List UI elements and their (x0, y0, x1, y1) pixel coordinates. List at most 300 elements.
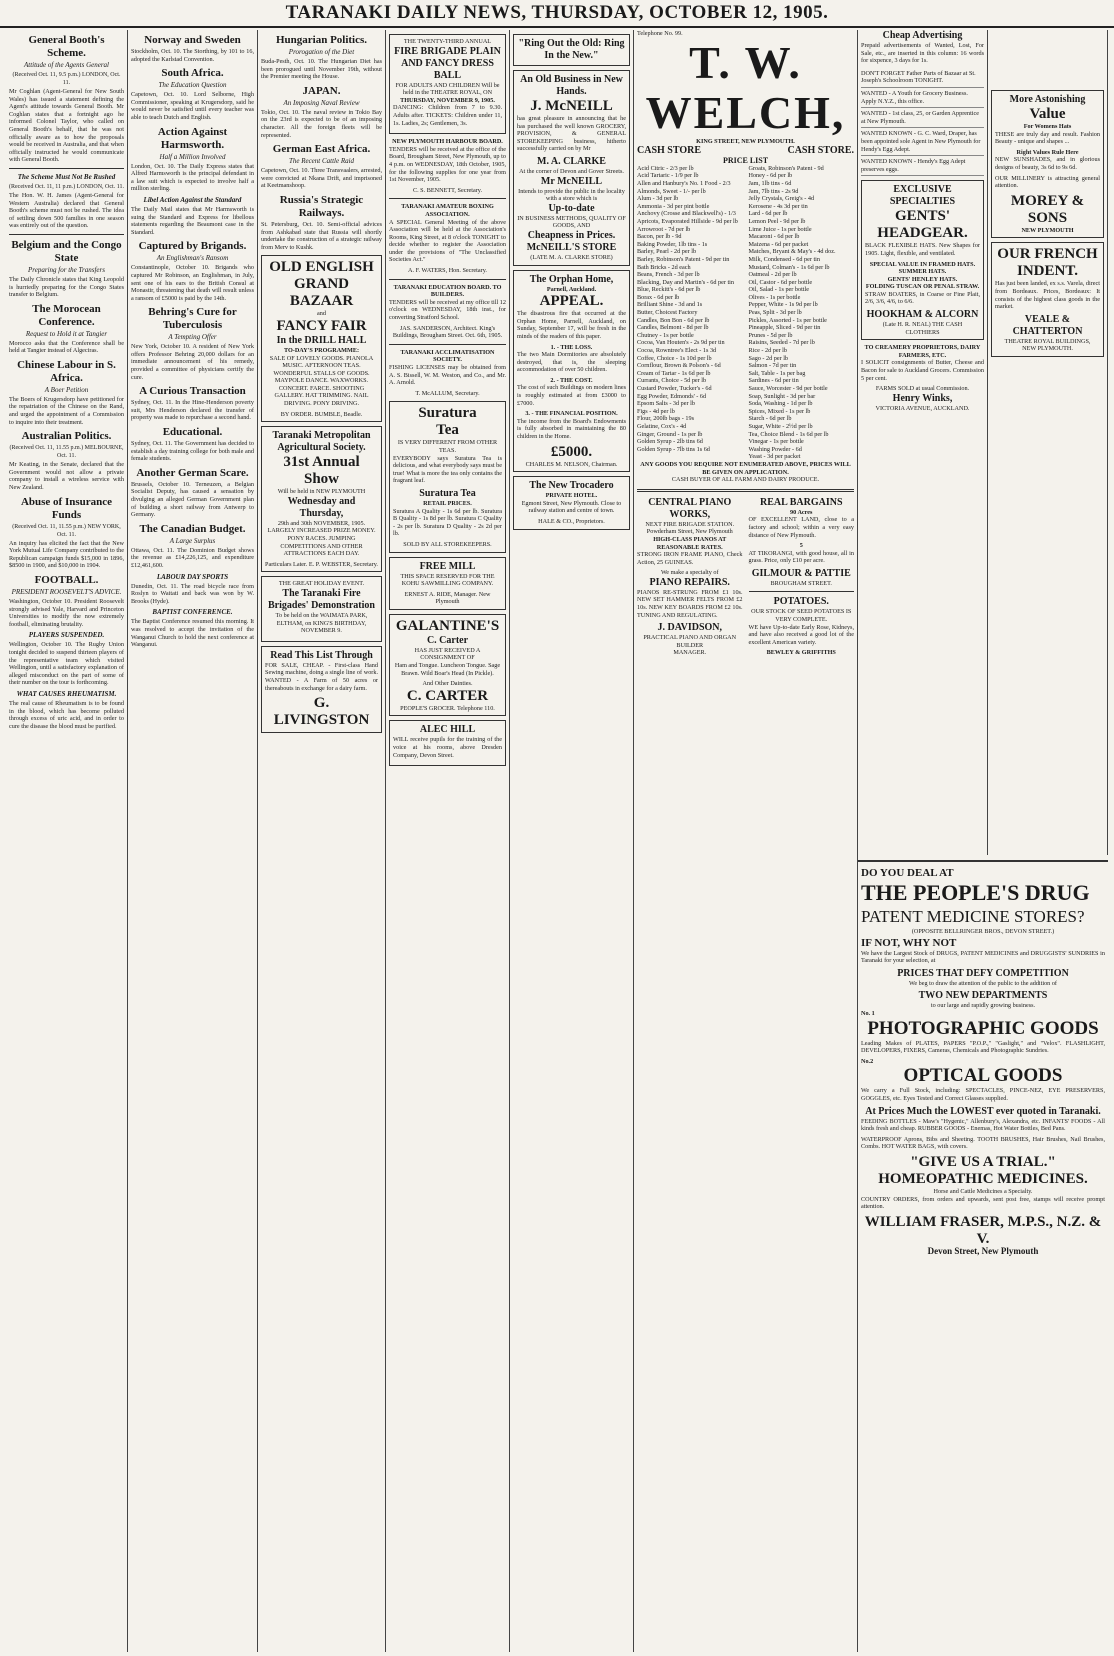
ad-title: C. CARTER (406, 687, 489, 704)
price-list-item: Sugar, White - 2½d per lb (748, 422, 813, 430)
subhead: The Scheme Must Not Be Rushed (17, 172, 116, 181)
free-mill-ad (389, 557, 506, 610)
ad-title: APPEAL. (539, 293, 604, 310)
ad-title: 31st Annual Show (283, 454, 360, 488)
ad-title: Cheapness in Prices. (527, 229, 616, 241)
ad-subtitle: 3. - THE FINANCIAL POSITION. (525, 410, 618, 418)
notice-body: A SPECIAL General Meeting of the above Association will be held at the Association's Rooms, King Street, at 8 o'clock TONIGHT to decide whether to register the Association under the provisions of "The Unclassified Societies Act." (389, 218, 506, 264)
cash-store-label: CASH STORE. (787, 145, 854, 157)
drug-title: THE PEOPLE'S DRUG (861, 880, 1090, 905)
ad-text: Right Values Rule Here (1016, 148, 1079, 156)
price-list-item: Washing Powder - 6d (748, 445, 802, 453)
trocadero-ad (513, 476, 630, 529)
drug-body: We carry a Full Stock, including: SPECTACLES, PINCE-NEZ, EYE PRESERVERS, GOGGLES, etc. Eyes Tested and Correct Glasses supplied. (861, 1087, 1105, 1102)
article-body: Ottawa, Oct. 11. The Dominion Budget shows the revenue as £14,226,125, and expenditure £12,461,600. (131, 546, 254, 569)
ad-subtitle: Wednesday and Thursday, (287, 495, 356, 519)
price-list-item: Tea, Choice Blend - 1s 6d per lb (748, 430, 829, 438)
ad-body: OF EXCELLENT LAND, close to a factory and school; within a very easy distance of New Plymouth. (748, 516, 854, 539)
price-list-item: Currants, Choice - 5d per lb (637, 377, 707, 385)
notice-signature: JAS. SANDERSON, Architect. King's Buildings, Brougham Street. Oct. 6th, 1905. (392, 324, 503, 340)
veale-chatterton-ad (991, 242, 1104, 357)
subhead: Prorogation of the Diet (288, 48, 355, 56)
ad-body: Has just been landed, ex s.s. Varela, direct from Bordeaux. Prices, Bordeaux: It consists of the highest class goods in the market. (995, 280, 1100, 311)
price-list-item: Salmon - 7d per tin (748, 362, 797, 370)
price-list-item: Chutney - 1s per bottle (637, 331, 694, 339)
dateline: (Received Oct. 11, 11.55 p.m.) NEW YORK, Oct. 11. (12, 523, 121, 538)
ad-body: THIS SPACE RESERVED FOR THE KOHU SAWMILLING COMPANY. (400, 572, 495, 588)
ad-title: An Old Business in New Hands. (520, 74, 623, 97)
dateline: (Received Oct. 11, 11 p.m.) LONDON, Oct. 11. (9, 183, 124, 190)
drug-departments: TWO NEW DEPARTMENTS (918, 990, 1048, 1002)
price-list-item: Flour, 200lb bags - 19s (637, 415, 694, 423)
ad-title: PIANO REPAIRS. (649, 576, 730, 588)
price-list-item: Coffee, Choice - 1s 10d per lb (637, 354, 712, 362)
column-news-3 (258, 30, 386, 1652)
classified-list (861, 68, 984, 177)
price-list-item: Rice - 2d per lb (748, 347, 787, 355)
price-list-left (637, 165, 743, 461)
dateline: (Received Oct. 11, 9.5 p.m.) LONDON, Oct. 11. (12, 72, 121, 86)
headline: Russia's Strategic Railways. (279, 193, 364, 219)
ad-body: OUR MILLINERY is attracting general attention. (995, 174, 1100, 190)
headline: FOOTBALL. (34, 574, 99, 586)
ad-text: THE GREAT HOLIDAY EVENT. (278, 580, 365, 588)
price-list-item: Sardines - 6d per tin (748, 377, 799, 385)
ad-body: Suratura A Quality - 1s 6d per lb. Suratura B Quality - 1s 8d per lb. Suratura C Quality - 2s per lb. Suratura D Quality - 2s 2d per lb. (393, 507, 502, 538)
ad-subtitle: In the DRILL HALL (276, 334, 367, 346)
ad-title: Taranaki Metropolitan Agricultural Society. (272, 430, 371, 454)
price-list-item: Jam, 7lb tins - 2s 9d (748, 187, 799, 195)
ad-body: WILL receive pupils for the training of the voice at his rooms, above Dresden Company, Devon Street. (393, 736, 502, 759)
ad-text: OUR STOCK OF SEED POTATOES IS VERY COMPLETE. (751, 608, 852, 624)
article-body: Constantinople, October 10. Brigands who captured Mr Robinson, an Englishman, in July, sent one of his ears to the British Consul at Monastir, threatening that death will result unless a ransom of £5000 is paid by the 14th. (131, 264, 254, 302)
ad-text: TO-DAY'S PROGRAMME: (283, 346, 360, 354)
ad-title: The Taranaki Fire Brigades' Demonstration (268, 588, 375, 611)
subhead: Preparing for the Transfers (28, 265, 105, 274)
ad-title: REAL BARGAINS (759, 496, 843, 508)
ad-body: AT TIKORANGI, with good house, all in grass. Price, only £10 per acre. (748, 549, 854, 565)
price-list-item: Pickles, Assorted - 1s per bottle (748, 316, 827, 324)
ad-title: Up-to-date (548, 202, 595, 214)
article-body: The Daily Chronicle states that King Leopold is hurriedly preparing for the Congo States transfer to Belgium. (9, 275, 124, 299)
price-list-item: Cocoa, Rowntree's Elect - 1s 3d (637, 347, 717, 355)
notice-text: FARMS SOLD at usual Commission. (875, 385, 970, 393)
column-ads-1 (386, 30, 510, 1652)
article-body: The Baptist Conference resumed this morning. It was resolved to accept the invitation of the Wanganui Church to hold the next conference at Wanganui. (131, 618, 254, 649)
price-list-item: Matches, Bryant & May's - 4d doz. (748, 248, 836, 256)
article-body: The real cause of Rheumatism is to be found in the blood, which has become polluted through excess of uric acid, and in order to cure the disease the blood must be purified. (9, 699, 124, 730)
ad-body: LARGELY INCREASED PRIZE MONEY. PONY RACES. JUMPING COMPETITIONS AND OTHER ATTRACTIONS EACH DAY. (267, 527, 376, 558)
price-note: ANY GOODS YOU REQUIRE NOT ENUMERATED ABOVE, PRICES WILL BE GIVEN ON APPLICATION. (640, 460, 851, 476)
price-list-item: Brilliant Shine - 3d and 1s (637, 301, 703, 309)
headline: JAPAN. (302, 84, 341, 97)
drug-address-2: Devon Street, New Plymouth (927, 1245, 1039, 1256)
ad-text: NEW PLYMOUTH (1021, 226, 1074, 234)
subhead: PRESIDENT ROOSEVELT'S ADVICE. (11, 588, 122, 596)
ad-text: HAS JUST RECEIVED A CONSIGNMENT OF (414, 646, 481, 662)
price-list-item: Gelatine, Cox's - 4d (637, 422, 687, 430)
ad-body: Egmont Street, New Plymouth. Close to railway station and centre of town. (521, 499, 622, 515)
ad-title: "Ring Out the Old: Ring In the New." (518, 38, 625, 61)
ad-amount: £5000. (550, 443, 593, 460)
cheap-ads-title: Cheap Advertising (882, 30, 963, 41)
ad-title: HOOKHAM & ALCORN (866, 309, 979, 321)
price-list-item: Apricots, Evaporated Hillside - 9d per lb (637, 217, 738, 225)
subhead: Request to Hold it at Tangier (25, 329, 108, 338)
ad-text: SUMMER HATS. (898, 268, 947, 276)
price-list-item: Lemon Peel - 9d per lb (748, 217, 806, 225)
price-list-item: Candles, Belmont - 8d per lb (637, 324, 709, 332)
ad-text: GENTS' HENLEY HATS. (887, 275, 958, 283)
article-body: Buda-Pesth, Oct. 10. The Hungarian Diet has been prorogued until November 19th, without the Premier meeting the House. (261, 58, 382, 81)
notice-body: TENDERS will be received at my office till 12 o'clock on WEDNESDAY, 18th inst., for converting Stratford School. (389, 298, 506, 322)
subhead: An Imposing Naval Review (283, 98, 360, 107)
ad-text: and (317, 310, 326, 318)
headline: Abuse of Insurance Funds (20, 495, 113, 521)
ad-title: FIRE BRIGADE PLAIN AND FANCY DRESS BALL (394, 45, 501, 81)
ad-title: Henry Winks, (892, 392, 953, 404)
ad-title: Suratura Tea (419, 487, 476, 499)
price-list-item: Sauce, Worcester - 9d per bottle (748, 385, 828, 392)
ad-signature: HALE & CO., Proprietors. (538, 518, 605, 525)
ad-title: Mr McNEILL (540, 175, 603, 187)
ad-body: NEW SUNSHADES, and in glorious designs of beauty, 3s 6d to 9s 6d. (995, 156, 1100, 171)
drug-prices: PRICES THAT DEFY COMPETITION (897, 967, 1069, 979)
notice-title: TARANAKI ACCLIMATISATION SOCIETY. (400, 348, 495, 364)
drug-body: to our large and rapidly growing business. (930, 1002, 1036, 1010)
ad-text: Will be held in NEW PLYMOUTH (277, 488, 366, 496)
column-ads-3 (858, 30, 988, 855)
subhead: The Education Question (158, 81, 227, 90)
ad-signature: BY ORDER. BUMBLE, Beadle. (280, 410, 363, 418)
ad-title: GENTS' HEADGEAR. (877, 208, 968, 242)
ad-title: GRAND BAZAAR (289, 276, 354, 310)
price-list-item: Ginger, Ground - 1s per lb (637, 430, 703, 438)
headline: The Canadian Budget. (139, 522, 246, 535)
headline: Educational. (162, 426, 223, 439)
ad-text: FOR ADULTS AND CHILDREN Will be held in the THEATRE ROYAL, ON (395, 81, 500, 97)
ad-body: FOR SALE, CHEAP. - First-class Hand Sewing machine, doing a single line of work. WANTED - A Farm of 50 acres or thereabouts in exchange for a dairy farm. (265, 661, 378, 692)
subhead: The Recent Cattle Raid (288, 157, 355, 166)
ad-title: VEALE & CHATTERTON (1012, 313, 1083, 337)
ad-text: PRIVATE HOTEL. (545, 492, 598, 500)
fire-brigades-ad (261, 576, 382, 641)
ad-text: Powderham Street, New Plymouth (646, 528, 733, 536)
fancy-dress-ball-ad (389, 34, 506, 134)
drug-body: Leading Makes of PLATES, PAPERS "P.O.P.," "Gaslight," and "Velox". FLASHLIGHT, DEVELOPERS, FIXERS, Cameras, Chemicals and Photographic Sundries. (861, 1039, 1105, 1055)
article-body: The Hon. W. H. James (Agent-General for Western Australia) declared that General Booth's scheme must not be rushed. The idea of settling down 500 families in one season was entirely out of the question. (9, 191, 124, 230)
ad-text: Parnell, Auckland. (546, 285, 597, 293)
article-body: Morocco asks that the Conference shall be held at Tangier instead of Algeciras. (9, 339, 124, 355)
ad-text: NEXT FIRE BRIGADE STATION. (645, 520, 735, 528)
price-note: CASH BUYER OF ALL FARM AND DAIRY PRODUCE. (671, 476, 820, 484)
ad-title: Value (1029, 106, 1066, 122)
price-list-title: PRICE LIST (722, 156, 769, 166)
price-list-item: Lime Juice - 1s per bottle (748, 225, 812, 233)
price-list-item: Milk, Condensed - 6d per tin (748, 255, 820, 263)
headline: Belgium and the Congo State (11, 238, 122, 264)
ad-body: EVERYBODY says Suratura Tea is delicious, and what everybody says must be true! What is more the tea only contains the fragrant leaf. (393, 454, 502, 485)
columns (6, 30, 1108, 1652)
drug-dept-title: OPTICAL GOODS (903, 1065, 1063, 1087)
drug-dept-number: No. 1 (861, 1009, 875, 1017)
price-list-item: Epsom Salts - 3d per lb (637, 400, 695, 408)
ad-title: Read This List Through (270, 649, 373, 661)
ad-text: VICTORIA AVENUE, AUCKLAND. (875, 404, 970, 412)
morey-sons-ad (991, 90, 1104, 238)
subhead: A Boer Petition (44, 385, 89, 394)
divider (9, 234, 124, 235)
ad-title: OLD ENGLISH (269, 259, 374, 276)
galantines-ad (389, 614, 506, 717)
headline: General Booth's Scheme. (28, 34, 105, 59)
price-list-item: Maizena - 6d per packet (748, 240, 809, 248)
price-list-item: Baking Powder, 1lb tins - 1s (637, 240, 708, 248)
notice-signature: C. S. BENNETT, Secretary. (412, 186, 483, 194)
ad-body: The disastrous fire that occurred at the Orphan Home, Parnell, Auckland, on Sunday, September 17, will be fresh in the minds of the readers of this paper. (517, 310, 626, 340)
subhead: An Englishman's Ransom (156, 254, 229, 263)
classified-ad: DON'T FORGET Father Parts of Bazaar at St. Joseph's Schoolroom TONIGHT. (861, 68, 984, 88)
price-list-item: Starch - 6d per lb (748, 415, 792, 423)
price-list-item: Soap, Sunlight - 3d per bar (748, 392, 816, 400)
ad-subtitle: 2. - THE COST. (550, 376, 593, 384)
telephone-number: Telephone No. 99. (637, 30, 683, 37)
price-list-item: Macaroni - 6d per lb (748, 233, 800, 241)
drug-body: WATERPROOF Aprons, Bibs and Sheeting. TOOTH BRUSHES, Hair Brushes, Nail Brushes, Combs. HOT WATER BAGS, with covers. (861, 1135, 1105, 1151)
article-body: New York, October 10. A resident of New York offers Professor Behring 20,000 dollars for an immediate announcement of his remedy, provided a committee of physicians certify the cure. (131, 343, 254, 381)
article-body: London, Oct. 10. The Daily Express states that Alfred Harmsworth is the principal defendant in a law suit which is expected to involve half a million sterling. (131, 162, 254, 193)
price-list-item: Bath Bricks - 2d each (637, 263, 691, 271)
divider (389, 198, 506, 199)
notice-title: TARANAKI EDUCATION BOARD. TO BUILDERS. (393, 283, 502, 299)
drug-cattle: Horse and Cattle Medicines a Specialty. (933, 1187, 1033, 1195)
ad-body: PIANOS RE-STRUNG FROM £1 10s. NEW SET HAMMER FELTS FROM £2 10s. NEW KEY BOARDS FROM £2 10s. TUNING AND REGULATING. (637, 588, 743, 619)
ad-title: CENTRAL PIANO WORKS, (648, 496, 732, 520)
ad-text: 5 (799, 542, 803, 550)
bazaar-ad (261, 255, 382, 422)
ad-title: The New Trocadero (529, 480, 614, 492)
price-list-item: Oatmeal - 2d per lb (748, 271, 797, 279)
column-welch (634, 30, 858, 1652)
notice-signature: A. F. WATERS, Hon. Secretary. (408, 267, 487, 275)
notice-title: TARANAKI AMATEUR BOXING ASSOCIATION. (401, 203, 494, 218)
ad-subtitle: 1. - THE LOSS. (550, 343, 593, 351)
article-body: Capetown, Oct. 10. Lord Selborne, High Commissioner, speaking at Krugersdorp, said he would never be satisfied until every teacher was able to teach Dutch and English. (131, 91, 254, 121)
headline: Action Against Harmsworth. (157, 125, 228, 151)
agricultural-show-ad (261, 426, 382, 572)
headline: The Morocean Conference. (32, 302, 101, 328)
ad-text: And Other Dainties. (422, 680, 473, 688)
ad-text: THURSDAY, NOVEMBER 9, 1905. (400, 96, 495, 104)
ad-body: STRAW BOATERS, in Coarse or Fine Plait, 2/6, 3/6, 4/6, to 6/6. (865, 290, 980, 306)
price-list-item: Yeast - 3d per packet (748, 453, 801, 461)
article-body: Sydney, Oct. 11. In the Hine-Henderson poverty suit, Mrs Henderson declared the transfer of property was made to repurchase a second hand. (131, 399, 254, 422)
ad-text: HIGH-CLASS PIANOS AT REASONABLE RATES. (653, 535, 727, 551)
headline: Behring's Cure for Tuberculosis (148, 306, 237, 332)
drug-question: IF NOT, WHY NOT (861, 936, 957, 949)
price-list-item: Almonds, Sweet - 1/- per lb (637, 187, 706, 195)
price-list-item: Sago - 2d per lb (748, 354, 789, 362)
drug-homeopathic: HOMEOPATHIC MEDICINES. (878, 1170, 1088, 1187)
ad-title: Tea (436, 422, 459, 439)
ad-title: POTATOES. (773, 596, 829, 608)
divider (749, 591, 855, 592)
price-list-item: Cream of Tartar - 1s 6d per lb (637, 369, 711, 377)
classified-ad: WANTED - 1st class, 25, or Garden Apprentice at New Plymouth. (861, 108, 984, 128)
ad-text: PRACTICAL PIANO AND ORGAN BUILDER (643, 634, 737, 649)
price-list-item: Butter, Choicest Factory (637, 309, 698, 317)
price-list-item: Bacon, per lb - 9d (637, 233, 682, 241)
piano-works-ad (637, 497, 743, 657)
headline: German East Africa. (272, 143, 371, 156)
ad-text: 29th and 30th NOVEMBER, 1905. (277, 519, 366, 527)
ad-title: OUR FRENCH INDENT. (997, 246, 1098, 280)
price-list-item: Barley, Robinson's Patent - 9d per tin (637, 255, 730, 263)
ad-text: PEOPLE'S GROCER. Telephone 110. (400, 704, 495, 712)
article-body: Dunedin, Oct. 11. The road bicycle race from Roslyn to Waitati and back was won by W. Brooks (Hyde). (131, 582, 254, 605)
ad-text: SPECIAL VALUE IN FRAMED HATS. (869, 260, 976, 268)
price-list-item: Mustard, Colman's - 1s 6d per lb (748, 263, 830, 271)
price-list-item: Jelly Crystals, Greig's - 4d (748, 195, 815, 203)
classified-ad: WANTED KNOWN - Hendy's Egg Adept preserves eggs. (861, 156, 984, 176)
ad-title: FREE MILL (419, 560, 476, 572)
ad-text: (Late H. R. NEAL) THE CASH CLOTHIERS (882, 321, 963, 336)
price-list-item: Alum - 3d per lb (637, 195, 679, 203)
ad-text: BROUGHAM STREET. (770, 579, 832, 587)
notice-body: I SOLICIT consignments of Butter, Cheese and Bacon for sale to Auckland Grocers. Commission 5 per cent. (861, 359, 984, 382)
subhead: BAPTIST CONFERENCE. (152, 608, 233, 617)
price-list-item: Figs - 4d per lb (637, 407, 675, 415)
hookham-alcorn-ad (861, 180, 984, 340)
ad-signature: BEWLEY & GRIFFITHS (766, 649, 836, 657)
real-bargains-ad (749, 497, 855, 657)
orphan-home-appeal (513, 270, 630, 473)
article-body: Stockholm, Oct. 10. The Storthing, by 101 to 16, adopted the Karlstad Convention. (131, 48, 254, 63)
ad-title: Suratura (418, 405, 477, 422)
article-body: Mr Coghlan (Agent-General for New South Wales) has issued a statement defining the Agent's attitude towards General Booth. Mr Coghlan states that a fortnight ago he informed Colonel Taylor, who called on General Booth's behalf, that he was not officially aware as to how the proposals would be received in Australia, and that when officially instructed he would communicate with General Booth. (9, 88, 124, 164)
ad-title: G. LIVINGSTON (273, 695, 370, 729)
price-list-item: Peas, Split - 3d per lb (748, 309, 802, 317)
article-body: Wellington, October 10. The Rugby Union tonight decided to suspend thirteen players of the representative team which visited Wellington, until a satisfactory explanation of alleged misconduct on the part of some of their number on the tour is forthcoming. (9, 641, 124, 687)
drug-dept-number: No.2 (861, 1057, 874, 1065)
subhead: A Tempting Offer (168, 333, 217, 342)
ad-text: FOLDING TUSCAN OR PENAL STRAW. (865, 283, 980, 291)
ad-text: Intends to provide the public in the locality with a store which is (518, 187, 625, 203)
price-list-item: Blacking, Day and Martin's - 6d per tin (637, 278, 734, 286)
ad-body: THESE are truly day and result. Fashion Beauty - unique and shapes ... (995, 130, 1100, 146)
article-body: The Daily Mail states that Mr Harmsworth is suing the Standard and Express for libellous statements regarding the Beaumont case in the Standard. (131, 205, 254, 236)
ad-title: MOREY & SONS (1010, 192, 1085, 226)
subhead: A Large Surplus (169, 536, 216, 545)
suratura-tea-ad (389, 401, 506, 552)
article-body: Mr Keating, in the Senate, declared that the Government would not allow a private company to install a wireless service with New Zealand. (9, 461, 124, 492)
price-list-item: Honey - 6d per lb (748, 172, 793, 180)
price-list-item: Groats, Robinson's Patent - 9d (748, 164, 824, 172)
ad-signature: ERNEST A. RIDE, Manager. New Plymouth (404, 590, 491, 606)
ad-title: ALEC HILL (419, 724, 476, 736)
price-list-item: Blue, Reckitt's - 6d per lb (637, 286, 701, 294)
column-news-2 (128, 30, 258, 1652)
price-list-item: Candles, Bon Bon - 6d per lb (637, 316, 710, 324)
masthead: TARANAKI DAILY NEWS, THURSDAY, OCTOBER 12, 1905. (0, 0, 1114, 28)
drug-trial: "GIVE US A TRIAL." (910, 1153, 1056, 1170)
subhead: Half a Million Involved (159, 152, 226, 161)
ad-title: FANCY FAIR (276, 317, 367, 334)
ad-title: GILMOUR & PATTIE (751, 567, 851, 579)
headline: Another German Scare. (136, 466, 249, 479)
price-list-item: Soda, Washing - 1d per lb (748, 400, 813, 408)
drug-subtitle: PATENT MEDICINE STORES? (861, 907, 1085, 926)
welch-title: T. W. WELCH, (645, 36, 846, 138)
ad-title: J. DAVIDSON, (657, 622, 723, 634)
peoples-drug-ad (858, 860, 1108, 1652)
ad-title: McNEILL'S STORE (526, 241, 617, 253)
ad-title: The Orphan Home, (529, 273, 614, 285)
ad-text: IN BUSINESS METHODS, QUALITY OF GOODS, AND (517, 214, 626, 230)
ad-text: MANAGER. (673, 649, 707, 657)
price-list-item: Jam, 1lb tins - 6d (748, 179, 792, 187)
column-news-1 (6, 30, 128, 1652)
headline: Captured by Brigands. (138, 240, 247, 253)
subhead: WHAT CAUSES RHEUMATISM. (16, 689, 117, 698)
ad-body: WE have Up-to-date Early Rose, Kidneys, and have also received a good lot of the excellent American variety. (748, 623, 854, 646)
price-list-item: Borax - 6d per lb (637, 293, 680, 301)
headline: A Curious Transaction (139, 385, 246, 398)
ad-title: M. A. CLARKE (537, 155, 606, 167)
ad-text: RETAIL PRICES. (423, 499, 472, 507)
ad-body: DANCING: Children from 7 to 9.30. Adults after. TICKETS: Children under 11, 1s. Ladies, 2s; Gentlemen, 3s. (393, 104, 502, 127)
drug-body: We beg to draw the attention of the public to the addition of (909, 979, 1057, 987)
column-ads-2 (510, 30, 634, 1652)
ad-text: IS VERY DIFFERENT FROM OTHER TEAS. (397, 439, 498, 454)
ad-body: The two Main Dormitories are absolutely destroyed, that is, the sleeping accommodation of over 50 children. (517, 351, 626, 374)
drug-body: COUNTRY ORDERS, from orders and upwards, sent post free, stamps will receive prompt attention. (861, 1195, 1105, 1211)
livingston-ad (261, 646, 382, 733)
drug-address: (OPPOSITE BELLRINGER BROS., DEVON STREET.) (911, 928, 1055, 935)
ad-body: has great pleasure in announcing that he has purchased the well known GROCERY, PROVISION, & GENERAL STOREKEEPING business, hitherto successfully carried on by Mr (517, 115, 626, 153)
divider (9, 168, 124, 169)
ad-body: To be held on the WAIMATA PARK, ELTHAM, on KING'S BIRTHDAY, NOVEMBER 9. (275, 612, 368, 635)
ring-out-ad (513, 34, 630, 66)
divider (389, 279, 506, 280)
drug-dept-title: PHOTOGRAPHIC GOODS (867, 1017, 1099, 1039)
price-list (637, 165, 854, 461)
subhead: Libel Action Against the Standard (143, 195, 242, 204)
price-list-item: Raisins, Seeded - 7d per lb (748, 339, 815, 347)
welch-address: KING STREET, NEW PLYMOUTH. (696, 137, 795, 145)
ad-text: (LATE M. A. CLARKE STORE) (530, 253, 613, 261)
headline: Norway and Sweden (144, 34, 241, 46)
price-list-item: Custard Powder, Tucker's - 6d (637, 385, 712, 392)
article-body: Brussels, October 10. Terneuzen, a Belgian Socialist Deputy, has caused a sensation by divulging an alleged German Government plan of building a short railway from Antwerp to Germany. (131, 480, 254, 519)
ad-body: STRONG IRON FRAME PIANO, Check Action, 25 GUINEAS. (637, 551, 743, 566)
ad-body: The cost of such Buildings on modern lines is roughly estimated at from £3000 to £7000. (517, 384, 626, 407)
price-list-item: Beans, French - 3d per lb (637, 271, 700, 279)
ad-signature: Particulars Later. E. P. WEBSTER, Secretary. (265, 560, 378, 568)
cash-store-label: CASH STORE (637, 145, 702, 157)
price-list-item: Lard - 6d per lb (748, 210, 788, 218)
ad-body: The income from the Board's Endowments is fully absorbed in maintaining the 80 children in the Home. (517, 417, 626, 441)
ad-title: J. McNEILL (530, 98, 613, 114)
price-list-item: Pepper, White - 1s 9d per lb (748, 301, 818, 309)
ad-text: THE TWENTY-THIRD ANNUAL (403, 38, 492, 45)
price-list-right (749, 165, 855, 461)
notice-title: NEW PLYMOUTH HARBOUR BOARD. (392, 138, 503, 146)
article-body: St. Petersburg, Oct. 10. Semi-official advices from Ashkabad state that Russia will shortly undertake the construction of a strategic railway from Merv to Kushk. (261, 220, 382, 251)
article-body: Sydney, Oct. 11. The Government has decided to establish a day training college for both male and female students. (131, 440, 254, 463)
lower-ads (637, 497, 854, 657)
article-body: An inquiry has elicited the fact that the New York Mutual Life Company contributed to the Republican campaign funds $15,000 in 1896, $8500 in 1900, and $10,000 in 1904. (9, 539, 124, 570)
